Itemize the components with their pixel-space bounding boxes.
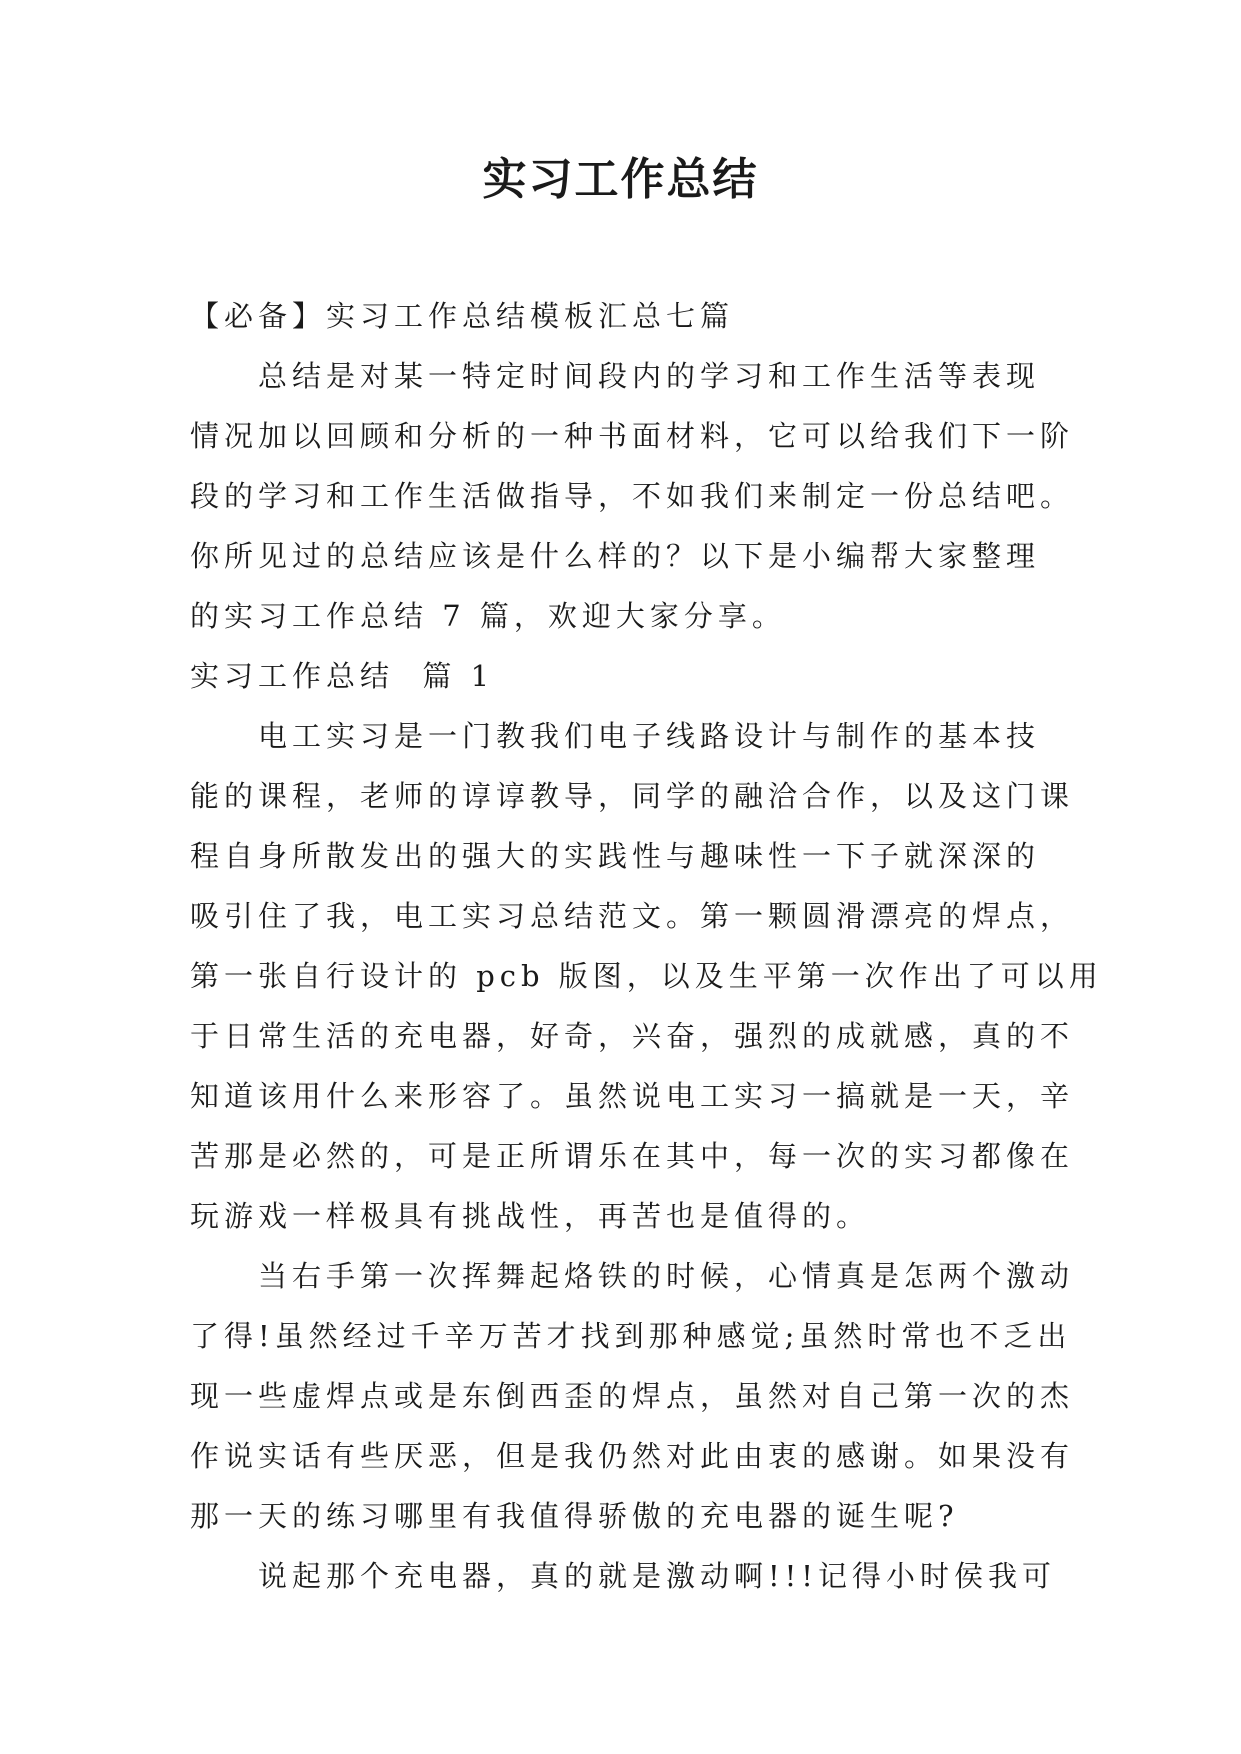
text-line: 能的课程，老师的谆谆教导，同学的融洽合作，以及这门课: [190, 779, 1075, 813]
text-line: 吸引住了我，电工实习总结范文。第一颗圆滑漂亮的焊点，: [190, 899, 1075, 933]
text-line: 的实习工作总结 7 篇，欢迎大家分享。: [190, 599, 786, 633]
text-line: 你所见过的总结应该是什么样的？以下是小编帮大家整理: [190, 539, 1041, 573]
text-line: 【必备】实习工作总结模板汇总七篇: [190, 299, 735, 333]
text-line: 那一天的练习哪里有我值得骄傲的充电器的诞生呢?: [190, 1499, 959, 1533]
text-line: 情况加以回顾和分析的一种书面材料，它可以给我们下一阶: [190, 419, 1075, 453]
text-line: 段的学习和工作生活做指导，不如我们来制定一份总结吧。: [190, 479, 1075, 513]
document-title: 实习工作总结: [482, 154, 759, 205]
text-line: 作说实话有些厌恶，但是我仍然对此由衷的感谢。如果没有: [190, 1439, 1075, 1473]
text-line: 苦那是必然的，可是正所谓乐在其中，每一次的实习都像在: [190, 1139, 1075, 1173]
text-line: 实习工作总结 篇 1: [190, 659, 495, 693]
text-line: 现一些虚焊点或是东倒西歪的焊点，虽然对自己第一次的杰: [190, 1379, 1075, 1413]
text-line: 知道该用什么来形容了。虽然说电工实习一搞就是一天，辛: [190, 1079, 1075, 1113]
text-line: 于日常生活的充电器，好奇，兴奋，强烈的成就感，真的不: [190, 1019, 1075, 1053]
text-line: 当右手第一次挥舞起烙铁的时候，心情真是怎两个激动: [258, 1259, 1075, 1293]
text-line: 说起那个充电器，真的就是激动啊!!!记得小时侯我可: [258, 1559, 1056, 1593]
text-line: 程自身所散发出的强大的实践性与趣味性一下子就深深的: [190, 839, 1041, 873]
text-line: 了得!虽然经过千辛万苦才找到那种感觉;虽然时常也不乏出: [190, 1319, 1072, 1353]
text-line: 电工实习是一门教我们电子线路设计与制作的基本技: [258, 719, 1041, 753]
text-line: 第一张自行设计的 pcb 版图，以及生平第一次作出了可以用: [190, 959, 1103, 993]
text-line: 玩游戏一样极具有挑战性，再苦也是值得的。: [190, 1199, 871, 1233]
document-body: [190, 286, 1103, 1606]
text-line: 总结是对某一特定时间段内的学习和工作生活等表现: [258, 359, 1041, 393]
